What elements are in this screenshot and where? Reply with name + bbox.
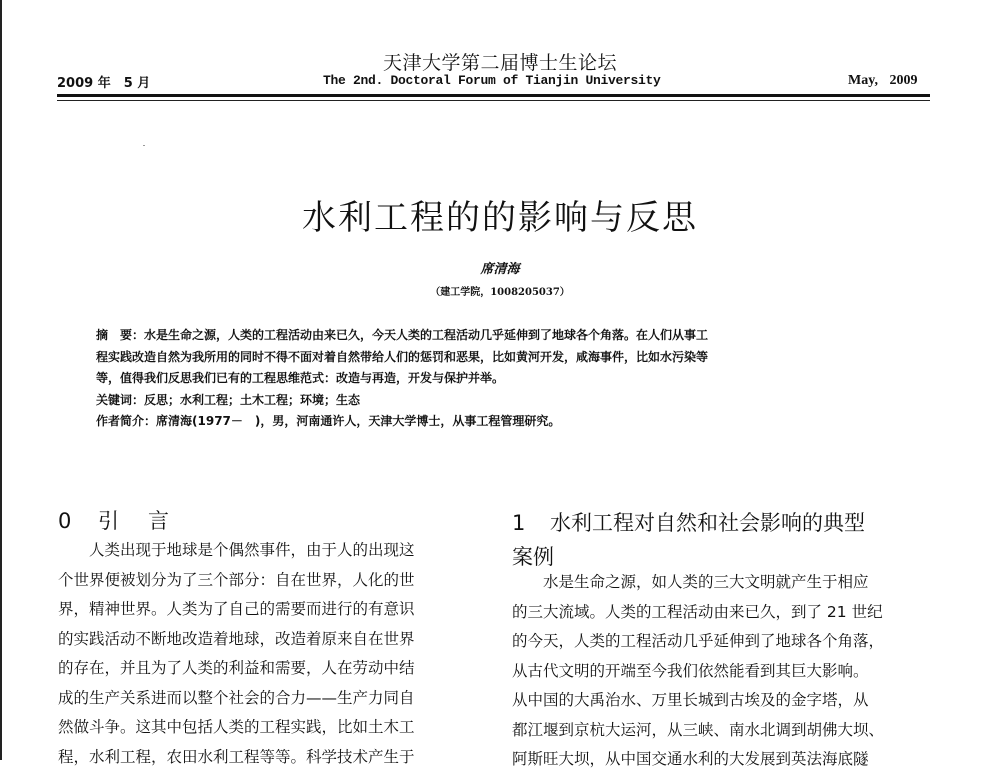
issue-date-en: May, 2009 [848, 73, 918, 88]
section-0-title-part1: 引 [98, 509, 119, 533]
body-line: 个世界便被划分为了三个部分：自在世界，人化的世 [58, 570, 415, 589]
abstract-label: 摘 要： [96, 328, 145, 342]
section-1-heading [512, 506, 865, 574]
keywords-label: 关键词： [96, 392, 145, 407]
section-0-body [58, 536, 415, 772]
body-line: 从中国的大禹治水、万里长城到古埃及的金字塔，从 [512, 691, 869, 709]
paper-author: 席清海 [480, 262, 520, 277]
body-line: 人类出现于地球是个偶然事件，由于人的出现这 [58, 541, 415, 559]
abstract-text: 水是生命之源，人类的工程活动由来已久，今天人类的工程活动几乎延伸到了地球各个角落。在人们从事工 [144, 328, 709, 342]
abstract-block [96, 325, 916, 433]
section-0-title-part2: 言 [148, 509, 169, 533]
header-rule-thin [57, 100, 930, 101]
body-line: 的存在，并且为了人类的利益和需要，人在劳动中结 [58, 659, 415, 677]
abstract-line-3: 等，值得我们反思我们已有的工程思维范式：改造与再造，开发与保护并举。 [96, 371, 505, 385]
abstract-line-1 [96, 325, 916, 347]
journal-title-cn: 天津大学第二届博士生论坛 [382, 52, 617, 74]
body-line: 的三大流域。人类的工程活动由来已久，到了 21 世纪 [512, 602, 883, 621]
scan-speck [143, 145, 145, 146]
journal-title-en: The 2nd. Doctoral Forum of Tianjin University [323, 73, 661, 88]
author-bio-line [96, 411, 916, 433]
body-line: 成的生产关系进而以整个社会的合力——生产力同自 [58, 688, 415, 707]
keywords-line [96, 390, 916, 412]
keywords-text: 反思；水利工程；土木工程；环境；生态 [144, 392, 361, 407]
body-line: 程，水利工程，农田水利工程等等。科学技术产生于 [58, 747, 415, 766]
section-1-title-line-2: 案例 [512, 545, 554, 569]
author-affiliation: （建工学院，1008205037） [430, 287, 570, 298]
author-bio-label: 作者简介： [96, 414, 157, 428]
body-line: 阿斯旺大坝，从中国交通水利的大发展到英法海底隧 [512, 750, 869, 768]
body-line: 然做斗争。这其中包括人类的工程实践，比如土木工 [58, 718, 415, 736]
body-line: 都江堰到京杭大运河，从三峡、南水北调到胡佛大坝、 [512, 720, 885, 739]
body-line: 从古代文明的开端至今我们依然能看到其巨大影响。 [512, 661, 869, 680]
section-0-number: 0 [58, 509, 72, 533]
header-rule-thick [57, 94, 930, 97]
abstract-line-2: 程实践改造自然为我所用的同时不得不面对着自然带给人们的惩罚和恶果，比如黄河开发，咸海事件，比如水污染等 [96, 349, 709, 364]
section-1-title-line-1: 水利工程对自然和社会影响的典型 [550, 511, 865, 535]
page-left-border [0, 0, 2, 760]
section-0-heading [58, 505, 169, 535]
author-bio-text: 席清海(1977－ )，男，河南通许人，天津大学博士，从事工程管理研究。 [156, 414, 561, 428]
body-line: 的实践活动不断地改造着地球，改造着原来自在世界 [58, 629, 415, 648]
body-line: 的今天，人类的工程活动几乎延伸到了地球各个角落， [512, 632, 885, 650]
section-1-heading-line-1 [512, 506, 865, 540]
section-1-body [512, 568, 884, 775]
body-line: 界，精神世界。人类为了自己的需要而进行的有意识 [58, 600, 415, 618]
section-1-number: 1 [512, 511, 526, 535]
paper-title: 水利工程的的影响与反思 [302, 198, 698, 238]
body-line: 水是生命之源，如人类的三大文明就产生于相应 [512, 573, 869, 591]
issue-date-cn: 2009 年 5 月 [57, 76, 151, 91]
